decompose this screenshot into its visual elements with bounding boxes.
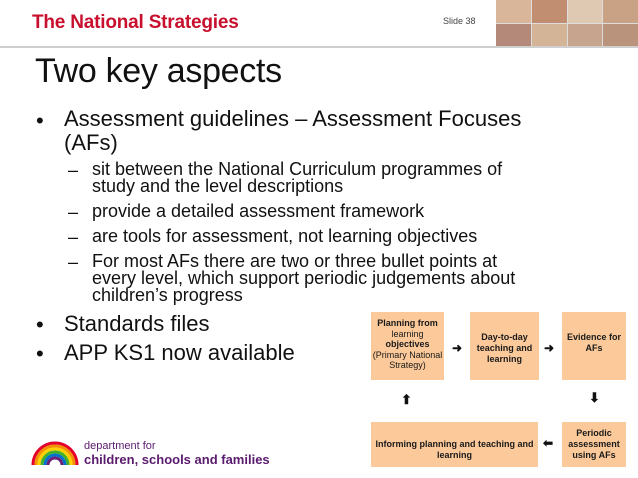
periodic-line-3: using AFs — [572, 450, 616, 460]
daytoday-box — [470, 312, 539, 380]
periodic-line-1: Periodic — [576, 428, 612, 438]
bullet-3: APP KS1 now available — [64, 340, 295, 365]
arrow-down-icon: ⬇ — [589, 390, 600, 405]
periodic-line-2: assessment — [568, 439, 620, 449]
sub-bullet-dash: – — [68, 252, 79, 272]
photo-2 — [532, 0, 567, 23]
bullet-1-line-2: (AFs) — [64, 130, 118, 155]
bullet-1-line-1: Assessment guidelines – Assessment Focuses — [64, 106, 522, 131]
arrow-left-icon: ⬅ — [543, 436, 554, 450]
planning-line-4: (Primary National — [372, 349, 443, 360]
informing-text: Informing planning and teaching and learning — [375, 439, 534, 460]
arrow-right-icon: ➜ — [544, 341, 555, 355]
sub-bullet-dash: – — [68, 227, 79, 247]
sub-bullet-4-line-3: children’s progress — [92, 285, 243, 305]
brand-the: The — [32, 12, 66, 33]
daytoday-line-2: teaching and — [476, 343, 533, 353]
sub-bullet-4-line-1: For most AFs there are two or three bullet points at — [92, 251, 498, 271]
evidence-line-2: AFs — [585, 343, 603, 353]
planning-box — [371, 312, 444, 380]
sub-bullet-3: are tools for assessment, not learning objectives — [92, 226, 478, 246]
periodic-box — [562, 422, 626, 467]
header-photo-strip — [496, 0, 638, 46]
photo-5 — [496, 24, 531, 47]
planning-line-5: Strategy) — [389, 360, 426, 370]
slide-number: Slide 38 — [443, 16, 476, 26]
planning-line-2: learning — [391, 328, 424, 339]
arrow-right-icon: ➜ — [452, 341, 463, 355]
sub-bullet-1-line-2: study and the level descriptions — [92, 176, 344, 196]
bullet-dot: • — [36, 341, 44, 366]
sub-bullet-4-line-2: every level, which support periodic judgements about — [92, 268, 516, 288]
slide-title: Two key aspects — [35, 52, 282, 90]
sub-bullet-2: provide a detailed assessment framework — [92, 201, 425, 221]
daytoday-line-1: Day-to-day — [481, 332, 528, 342]
photo-8 — [603, 24, 638, 47]
brand-logo-text — [32, 12, 239, 34]
department-logo-text — [84, 440, 270, 466]
planning-line-3: objectives — [385, 339, 430, 349]
sub-bullet-1-line-1: sit between the National Curriculum programmes of — [92, 159, 503, 179]
header — [0, 0, 638, 46]
evidence-line-1: Evidence for — [566, 332, 622, 342]
brand-name: National Strategies — [70, 12, 239, 33]
dept-line-2: children, schools and families — [84, 452, 270, 467]
daytoday-line-3: learning — [486, 354, 522, 364]
sub-bullet-dash: – — [68, 202, 79, 222]
header-divider — [0, 46, 638, 48]
informing-box — [371, 422, 538, 467]
dept-line-1: department for — [84, 440, 156, 452]
bullet-2: Standards files — [64, 311, 210, 336]
photo-1 — [496, 0, 531, 23]
arrow-up-icon: ⬆ — [401, 392, 412, 407]
photo-6 — [532, 24, 567, 47]
bullet-dot: • — [36, 108, 44, 133]
photo-7 — [568, 24, 603, 47]
evidence-box — [562, 312, 626, 380]
rainbow-logo-icon — [30, 440, 80, 466]
photo-3 — [568, 0, 603, 23]
sub-bullet-dash: – — [68, 160, 79, 180]
planning-line-1: Planning from — [377, 318, 438, 328]
photo-4 — [603, 0, 638, 23]
bullet-dot: • — [36, 312, 44, 337]
